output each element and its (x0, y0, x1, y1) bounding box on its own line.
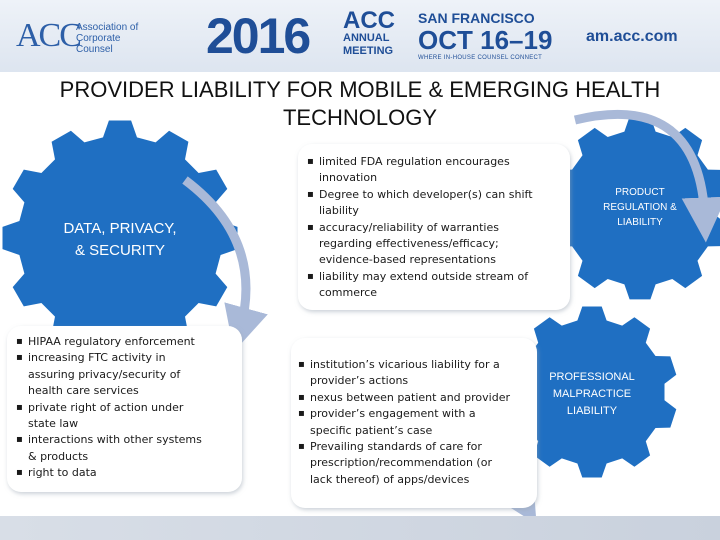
product-gear-line2: REGULATION & (603, 202, 677, 213)
list-item-continued: assuring privacy/security of (28, 367, 181, 381)
list-item: ▪ nexus between patient and provider (298, 390, 534, 406)
list-item-continued: state law (28, 417, 79, 431)
product-regulation-list (307, 154, 569, 302)
acc-logo-mark: ACC (16, 17, 80, 54)
data-security-list (16, 334, 238, 482)
list-item-continued: prescription/recommendation (or (310, 456, 492, 470)
product-regulation-box (307, 154, 569, 302)
event-year: 2016 (206, 8, 310, 64)
product-gear-label (582, 185, 698, 230)
data-gear-line2: & SECURITY (74, 242, 165, 259)
list-item: ▪ Degree to which developer(s) can shift (307, 187, 569, 203)
data-security-box (16, 334, 238, 482)
list-item-continued: health care services (28, 384, 139, 398)
list-item-continued: liability (319, 204, 359, 218)
malpractice-gear-line1: PROFESSIONAL (549, 371, 635, 383)
list-item: ▪ institution’s vicarious liability for a (298, 357, 534, 373)
event-dates: OCT 16–19 (418, 25, 553, 55)
list-item: ▪ private right of action under (16, 400, 238, 416)
data-gear-line1: DATA, PRIVACY, (63, 220, 177, 237)
product-gear-line3: LIABILITY (617, 217, 663, 228)
data-privacy-gear-label (40, 218, 200, 262)
list-item-continued: & products (28, 449, 89, 463)
malpractice-list (298, 357, 534, 488)
list-item-continued: lack thereof) of apps/devices (310, 472, 470, 486)
list-item: ▪ accuracy/reliability of warranties (307, 220, 569, 236)
malpractice-box (298, 357, 534, 488)
list-item: ▪ right to data (16, 465, 238, 481)
list-item-continued: innovation (319, 171, 378, 185)
list-item-continued: provider’s actions (310, 374, 409, 388)
list-item-continued: regarding effectiveness/efficacy; (319, 237, 499, 251)
acc-logo-text: Association of Corporate Counsel (76, 22, 139, 55)
list-item-continued: specific patient’s case (310, 423, 433, 437)
slide-title: PROVIDER LIABILITY FOR MOBILE & EMERGING HEALTH TECHNOLOGY (59, 77, 661, 130)
footer-bar (0, 516, 720, 540)
list-item: ▪ limited FDA regulation encourages (307, 154, 569, 170)
list-item: ▪ liability may extend outside stream of (307, 269, 569, 285)
event-website[interactable]: am.acc.com (586, 28, 678, 45)
list-item: ▪ increasing FTC activity in (16, 350, 238, 366)
list-item-continued: evidence-based representations (319, 253, 496, 267)
malpractice-gear-line3: LIABILITY (566, 405, 618, 417)
list-item-continued: commerce (319, 286, 378, 300)
event-city: SAN FRANCISCO (418, 10, 535, 26)
list-item: ▪ Prevailing standards of care for (298, 439, 534, 455)
product-gear-line1: PRODUCT (615, 187, 665, 198)
list-item: ▪ interactions with other systems (16, 432, 238, 448)
list-item: ▪ provider’s engagement with a (298, 406, 534, 422)
malpractice-gear-label (536, 369, 648, 420)
acc-wordmark: ACC (343, 7, 395, 34)
meeting-label: MEETING (343, 45, 394, 57)
list-item: ▪ HIPAA regulatory enforcement (16, 334, 238, 350)
annual-label: ANNUAL (343, 32, 390, 44)
malpractice-gear-line2: MALPRACTICE (552, 388, 632, 400)
event-tagline: WHERE IN-HOUSE COUNSEL CONNECT (418, 55, 543, 61)
